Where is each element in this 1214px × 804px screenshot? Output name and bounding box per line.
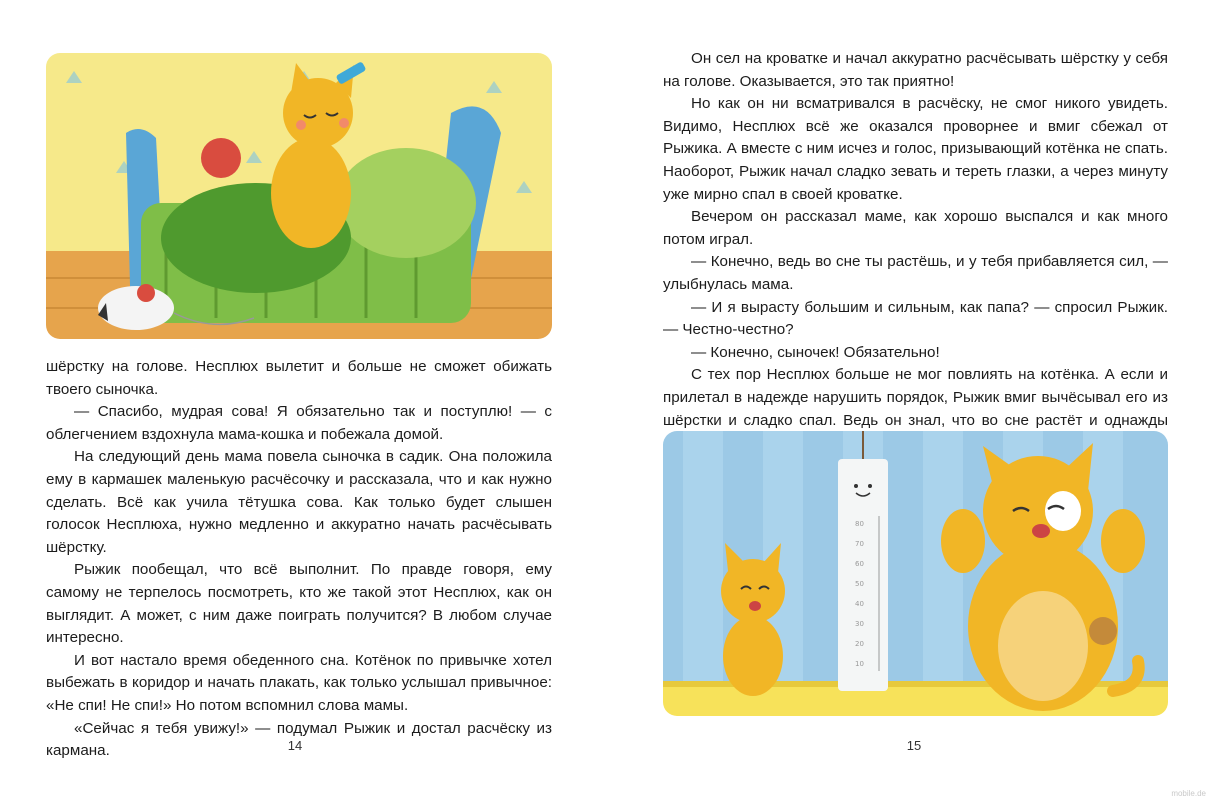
paragraph: На следующий день мама повела сыночка в садик. Она положила ему в кармашек маленькую расчёсочку и рассказала, что и как нужно сделать. Всё как учила тётушка сова. Как только будет слышен голосок Несплюха, нужно медленно и аккуратно начать расчёсывать шёрстку. [46, 448, 552, 556]
chart-tick: 60 [855, 560, 864, 568]
paragraph: Он сел на кроватке и начал аккуратно расчёсывать шёрстку у себя на голове. Оказывается, это так приятно! [663, 50, 1168, 90]
page-number: 15 [906, 738, 922, 753]
paragraph: — Конечно, сыночек! Обязательно! [691, 343, 940, 361]
chart-tick: 80 [855, 520, 864, 528]
paragraph: шёрстку на голове. Несплюх вылетит и больше не сможет обижать твоего сыночка. [46, 358, 552, 398]
chart-tick: 50 [855, 580, 864, 588]
chart-tick: 10 [855, 660, 864, 668]
right-page [607, 0, 1214, 804]
paragraph: Рыжик пообещал, что всё выполнит. По правде говоря, ему самому не терпелось посмотреть, кто же такой этот Несплюх, как он выглядит. А может, с ним даже поиграть получится? В любом случае интересно. [46, 561, 552, 647]
paragraph: И вот настало время обеденного сна. Котёнок по привычке хотел выбежать в коридор и начать плакать, как только услышал привычное: «Не спи! Не спи!» Но потом вспомнил слова мамы. [46, 651, 552, 714]
paragraph: С тех пор Несплюх больше не мог повлиять на котёнка. А если и прилетал в надежде нарушить порядок, Рыжик вмиг вычёсывал его из шёрстки и сладко спал. Ведь он знал, что во сне растёт и однажды [663, 366, 1168, 429]
chart-tick: 20 [855, 640, 864, 648]
paragraph: — Конечно, ведь во сне ты растёшь, и у тебя прибавляется сил, — улыбнулась мама. [663, 253, 1168, 293]
paragraph: Вечером он рассказал маме, как хорошо выспался и как много потом играл. [663, 208, 1168, 248]
paragraph: Но как он ни всматривался в расчёску, не смог никого увидеть. Видимо, Несплюх всё же оказался проворнее и вмиг сбежал от Рыжика. А вместе с ним исчез и голос, призывающий котёнка не спать. Наоборот, Рыжик начал сладко зевать и тереть глазки, а через минуту уже мирно спал в своей кроватке. [663, 95, 1168, 203]
paragraph: — И я вырасту большим и сильным, как папа? — спросил Рыжик. — Честно-честно? [663, 298, 1168, 339]
watermark: mobile.de [1171, 789, 1206, 798]
page-number: 14 [287, 738, 303, 753]
chart-tick: 40 [855, 600, 864, 608]
right-page-text [663, 48, 1168, 455]
left-page-text [46, 356, 552, 763]
illustration-kitten-and-dad [663, 431, 1168, 716]
chart-tick: 70 [855, 540, 864, 548]
paragraph: «Сейчас я тебя увижу!» — подумал Рыжик и достал расчёску из кармана. [46, 719, 552, 760]
illustration-kitten-in-bed [46, 53, 552, 339]
chart-tick: 30 [855, 620, 864, 628]
paragraph: — Спасибо, мудрая сова! Я обязательно так и поступлю! — с облегчением вздохнула мама-кошка и побежала домой. [46, 403, 552, 443]
